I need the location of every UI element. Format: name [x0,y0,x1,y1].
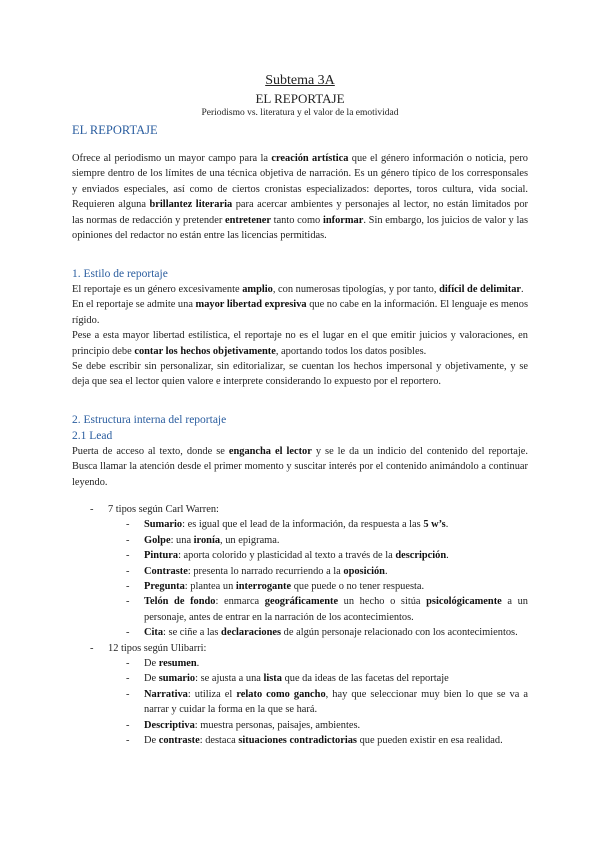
list-item: - Telón de fondo: enmarca geográficamente un hecho o sitúa psicológicamente a un personaje, antes de entrar en la narración de los acontecimientos. [72,594,528,625]
page-subtitle: Periodismo vs. literatura y el valor de la emotividad [201,108,399,118]
section-heading: EL REPORTAJE [72,123,158,137]
warren-types [108,517,528,640]
lead-paragraph: Puerta de acceso al texto, donde se engancha el lector y se le da un indicio del contenido del reportaje. Busca llamar la atención desde el primer momento y suscitar interés por el contenido animándolo a continuar leyendo. [72,446,528,488]
list-item: - Contraste: presenta lo narrado recurriendo a la oposición. [72,564,528,579]
ulibarri-types [108,656,528,748]
s1-paragraph-4: Se debe escribir sin personalizar, sin editorializar, se cuentan los hechos impersonal y objetivamente, y se deja que sea el lector quien valore e interprete considerando lo expuesto por el reportero. [72,361,528,388]
list-item: - Sumario: es igual que el lead de la información, da respuesta a las 5 w’s. [72,517,528,532]
list-item: - Pintura: aporta colorido y plasticidad al texto a través de la descripción. [72,548,528,563]
section-2-1-heading: 2.1 Lead [72,430,113,442]
intro-paragraph: Ofrece al periodismo un mayor campo para la creación artística que el género información o noticia, pero siempre dentro de los límites de una técnica objetiva de narración. Es un género típico de los corresponsales y enviados especiales, así como de ciertos cronistas especializados: deportes, toros cultura, vida social. Requieren alguna brillantez literaria para acercar ambientes y personajes al lector, no están limitados por las normas de redacción y pretender entretener tanto como informar. Sin embargo, los juicios de valor y las opiniones del redactor no están entre las licencias permitidas. [72,153,528,242]
list-item: - Cita: se ciñe a las declaraciones de algún personaje relacionado con los acontecimientos. [72,625,528,640]
list-item: - De sumario: se ajusta a una lista que da ideas de las facetas del reportaje [72,671,528,686]
subtema-heading: Subtema 3A [265,73,335,88]
page-title: EL REPORTAJE [255,91,345,106]
ulibarri-list-item: - 12 tipos según Ulibarri: - De resumen. - De sumario: se ajusta a una lista que da ideas de las facetas del reportaje - Narrativa: utiliza el relato como gancho, hay que seleccionar muy bien lo que se va a narrar y cuidar la forma en la que se hará. - Descriptiva: muestra personas, paisajes, ambientes. - De contraste: destaca situaciones contradictorias que pueden existir en esa realidad. [72,641,528,749]
s1-paragraph-2: En el reportaje se admite una mayor libertad expresiva que no cabe en la información. El lenguaje es menos rígido. [72,299,528,326]
lead-types-list [72,502,528,749]
warren-list-item: - 7 tipos según Carl Warren: - Sumario: es igual que el lead de la información, da respuesta a las 5 w’s. - Golpe: una ironía, un epigrama. - Pintura: aporta colorido y plasticidad al texto a través de la descripción. - Contraste: presenta lo narrado recurriendo a la oposición. - Pregunta: plantea un interrogante que puede o no tener respuesta. - Telón de fondo: enmarca geográficamente un hecho o sitúa psicológicamente a un personaje, antes de entrar en la narración de los acontecimientos. - Cita: se ciñe a las declaraciones de algún personaje relacionado con los acontecimientos. [72,502,528,641]
section-1-body [72,282,528,390]
s1-paragraph-1: El reportaje es un género excesivamente amplio, con numerosas tipologías, y por tanto, difícil de delimitar. [72,284,524,295]
list-item: - Golpe: una ironía, un epigrama. [72,533,528,548]
s1-paragraph-3: Pese a esta mayor libertad estilística, el reportaje no es el lugar en el que emitir juicios y valoraciones, en principio debe contar los hechos objetivamente, aportando todos los datos posibles. [72,330,528,357]
section-1-heading: 1. Estilo de reportaje [72,268,168,280]
list-item: - De contraste: destaca situaciones contradictorias que pueden existir en esa realidad. [72,733,528,748]
section-2-heading: 2. Estructura interna del reportaje [72,414,227,426]
list-item: - De resumen. [72,656,528,671]
list-item: - Descriptiva: muestra personas, paisajes, ambientes. [72,718,528,733]
list-item: - Pregunta: plantea un interrogante que puede o no tener respuesta. [72,579,528,594]
list-item: - Narrativa: utiliza el relato como gancho, hay que seleccionar muy bien lo que se va a narrar y cuidar la forma en la que se hará. [72,687,528,718]
